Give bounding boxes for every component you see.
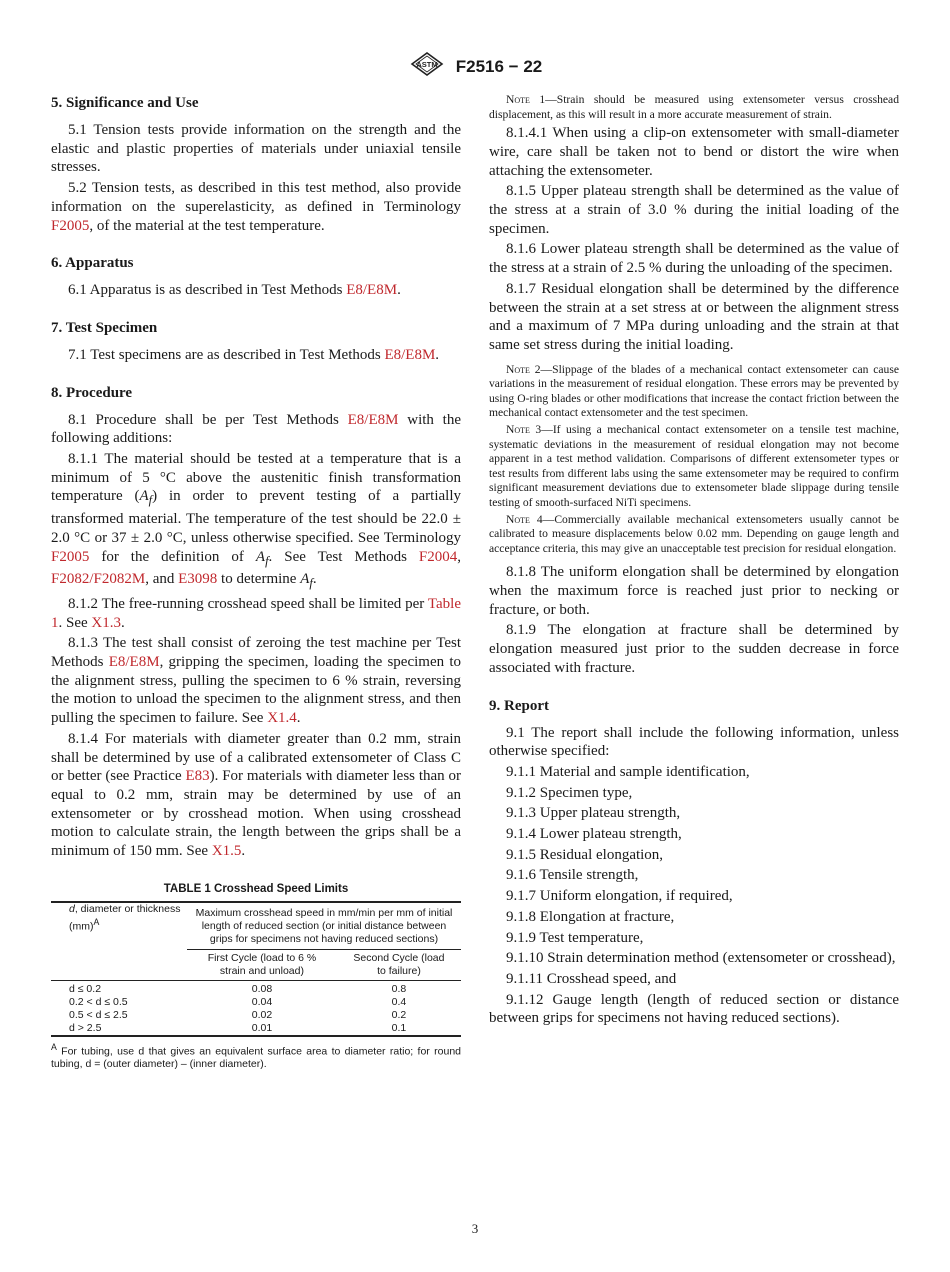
right-column bbox=[489, 93, 899, 1030]
link-x1-5[interactable]: X1.5 bbox=[211, 843, 242, 860]
table-footnote: $^A$ For tubing, use d that gives an equivalent surface area to diameter ratio; for round tubing, d = (outer diameter) – (inner diameter). bbox=[51, 1041, 461, 1071]
report-item: 9.1.3 Upper plateau strength, bbox=[506, 805, 681, 822]
para-8-1-8: 8.1.8 The uniform elongation shall be determined by elongation when the maximum force is reached just prior to necking or fracture, or both. bbox=[489, 564, 899, 618]
note-4: Note 4—Commercially available mechanical extensometers usually cannot be calibrated to measure displacements below 0.02 mm. Depending on gauge length and acceptance criteria, this may give an unacceptable test precision for residual elongation. bbox=[489, 512, 899, 555]
page-number: 3 bbox=[471, 1221, 479, 1236]
left-column bbox=[51, 93, 461, 1071]
para-9-1: 9.1 The report shall include the following information, unless otherwise specified: bbox=[489, 724, 899, 760]
para-8-1-2: 8.1.2 The free-running crosshead speed shall be limited per Table 1. See X1.3. bbox=[51, 595, 461, 631]
para-8-1-6: 8.1.6 Lower plateau strength shall be determined as the value of the stress at a strain of 2.5 % during the unloading of the specimen. bbox=[489, 241, 899, 277]
para-5-1: 5.1 Tension tests provide information on the strength and the elastic and plastic properties of materials under uniaxial tensile stresses. bbox=[51, 122, 461, 176]
table-row: d > 2.5 0.01 0.1 bbox=[51, 1022, 461, 1036]
link-e8[interactable]: E8/E8M bbox=[108, 654, 160, 671]
link-x1-3[interactable]: X1.3 bbox=[91, 614, 122, 631]
section-6-heading: 6. Apparatus bbox=[51, 255, 134, 272]
crosshead-speed-table bbox=[51, 901, 461, 1037]
para-8-1-5: 8.1.5 Upper plateau strength shall be determined as the value of the stress at a strain of 3.0 % during the initial loading of the specimen. bbox=[489, 183, 899, 237]
para-6-1: 6.1 Apparatus is as described in Test Methods E8/E8M. bbox=[68, 282, 401, 299]
page-header bbox=[0, 52, 950, 81]
para-8-1: 8.1 Procedure shall be per Test Methods E8/E8M with the following additions: bbox=[51, 411, 462, 447]
section-5-heading: 5. Significance and Use bbox=[51, 95, 199, 111]
col-head-first-cycle: First Cycle (load to 6 % strain and unload) bbox=[187, 949, 337, 980]
section-7-heading: 7. Test Specimen bbox=[51, 319, 158, 336]
astm-logo-icon bbox=[408, 52, 446, 81]
standard-designation: F2516 − 22 bbox=[455, 56, 543, 76]
section-9-heading: 9. Report bbox=[489, 697, 549, 714]
para-5-2: 5.2 Tension tests, as described in this test method, also provide information on the superelasticity, as defined in Terminology F2005, of the material at the test temperature. bbox=[51, 180, 461, 234]
note-2: Note 2—Slippage of the blades of a mechanical contact extensometer can cause variations in the measurement of residual elongation. These errors may be prevented by using O-ring blades or other modifications that increase the contact friction between the mechanical contact extensometer and the test specimen. bbox=[489, 362, 900, 420]
link-table-1[interactable]: Table 1 bbox=[51, 595, 461, 631]
col-head-second-cycle: Second Cycle (load to failure) bbox=[337, 949, 461, 980]
report-item: 9.1.10 Strain determination method (extensometer or crosshead), bbox=[506, 950, 896, 967]
link-x1-4[interactable]: X1.4 bbox=[267, 710, 297, 727]
para-8-1-3: 8.1.3 The test shall consist of zeroing the test machine per Test Methods E8/E8M, gripping the specimen, loading the specimen to the alignment stress, pulling the specimen to 6 % strain, reversing the motion to unload the specimen to the alignment stress, and then pulling the specimen to failure. See X1.4. bbox=[51, 635, 461, 727]
link-f2082[interactable]: F2082/F2082M bbox=[51, 571, 146, 588]
report-item: 9.1.7 Uniform elongation, if required, bbox=[506, 888, 733, 905]
para-7-1: 7.1 Test specimens are as described in Test Methods E8/E8M. bbox=[68, 346, 440, 363]
para-8-1-4: 8.1.4 For materials with diameter greater than 0.2 mm, strain shall be determined by use of a calibrated extensometer of Class C or better (see Practice E83). For materials with diameter less than or equal to 0.2 mm, strain may be determined by use of an extensometer or by crosshead motion. When using crosshead motion to calculate strain, the length between the grips shall be a minimum of 150 mm. See X1.5. bbox=[51, 730, 461, 860]
para-8-1-9: 8.1.9 The elongation at fracture shall be determined by elongation measured just prior to the sudden decrease in force associated with fracture. bbox=[489, 622, 899, 676]
link-e3098[interactable]: E3098 bbox=[178, 571, 218, 588]
report-item: 9.1.2 Specimen type, bbox=[506, 784, 633, 801]
para-8-1-7: 8.1.7 Residual elongation shall be determined by the difference between the strain at a set stress at or between the alignment stress and a maximum of 7 MPa during unloading and the strain at that same set stress during the initial loading. bbox=[489, 280, 899, 353]
table-row: 0.2 < d ≤ 0.5 0.04 0.4 bbox=[69, 995, 407, 1008]
para-8-1-4-1: 8.1.4.1 When using a clip-on extensometer with small-diameter wire, care shall be taken not to bend or distort the wire when attaching the extensometer. bbox=[489, 125, 899, 179]
section-8-heading: 8. Procedure bbox=[51, 384, 133, 401]
para-8-1-1: 8.1.1 The material should be tested at a temperature that is a minimum of 5 °C above the austenitic finish transformation temperature $(A_f)$ in order to prevent testing of a partially transformed material. The temperature of the test should be 22.0 ± 2.0 °C or 37 ± 2.0 °C, unless otherwise specified. See Terminology F2005 for the definition of $A_f$. See Test Methods F2004, F2082/F2082M, and E3098 to determine $A_f$. bbox=[51, 451, 461, 591]
table-caption: TABLE 1 Crosshead Speed Limits bbox=[163, 882, 349, 895]
link-e8[interactable]: E8/E8M bbox=[346, 282, 398, 299]
table-row: 0.5 < d ≤ 2.5 0.02 0.2 bbox=[69, 1008, 407, 1021]
link-f2005[interactable]: F2005 bbox=[51, 217, 90, 234]
col-head-max-speed: Maximum crosshead speed in mm/min per mm of initial length of reduced section (or initial distance between grips for specimens not having reduced sections) bbox=[187, 902, 461, 950]
report-item: 9.1.8 Elongation at fracture, bbox=[506, 908, 675, 925]
note-1: Note 1—Strain should be measured using extensometer versus crosshead displacement, as this will result in a more accurate measurement of strain. bbox=[489, 93, 899, 121]
link-e83[interactable]: E83 bbox=[185, 768, 210, 785]
report-item: 9.1.12 Gauge length (length of reduced section or distance between grips for specimens not having reduced sections). bbox=[489, 991, 899, 1027]
link-f2005[interactable]: F2005 bbox=[51, 548, 90, 565]
report-item: 9.1.11 Crosshead speed, and bbox=[506, 971, 677, 987]
report-item: 9.1.1 Material and sample identification, bbox=[506, 763, 750, 780]
link-e8[interactable]: E8/E8M bbox=[347, 411, 399, 428]
col-head-diameter: d, diameter or thickness (mm)$^A$ bbox=[51, 902, 187, 950]
report-item: 9.1.4 Lower plateau strength, bbox=[506, 826, 682, 843]
table-row: d ≤ 0.2 0.08 0.8 bbox=[69, 982, 407, 995]
report-item: 9.1.5 Residual elongation, bbox=[506, 846, 664, 863]
report-item: 9.1.9 Test temperature, bbox=[506, 929, 644, 946]
note-3: Note 3—If using a mechanical contact extensometer on a tensile test machine, systematic deviations in the measurement of residual elongation may not become apparent in a test method validation. Comparisons of different extensometer types or test results from different labs using the same extensometer may be required to confirm significant measurement deviations due to extensometer blade slippage during tensile testing of smooth-surfaced NiTi specimens. bbox=[489, 423, 900, 509]
link-e8[interactable]: E8/E8M bbox=[384, 346, 436, 363]
report-item: 9.1.6 Tensile strength, bbox=[506, 867, 639, 884]
svg-text:ASTM: ASTM bbox=[416, 60, 438, 69]
link-f2004[interactable]: F2004 bbox=[418, 548, 458, 565]
